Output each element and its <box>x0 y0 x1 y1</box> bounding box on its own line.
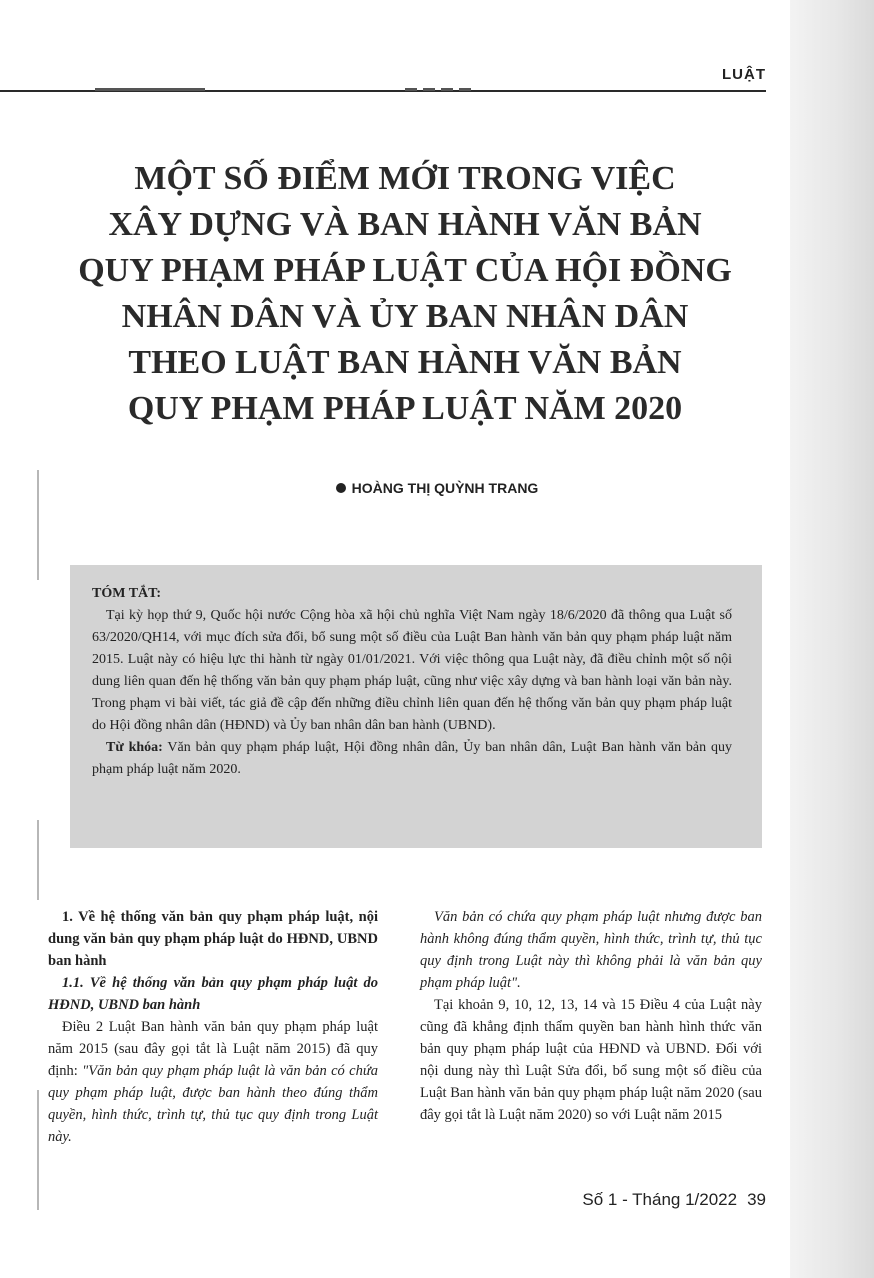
section-heading: 1. Về hệ thống văn bản quy phạm pháp luật, nội dung văn bản quy phạm pháp luật do HĐND, UBND ban hành <box>48 909 378 969</box>
body-paragraph: Tại khoản 9, 10, 12, 13, 14 và 15 Điều 4 của Luật này cũng đã khẳng định thẩm quyền ban hành hình thức văn bản quy phạm pháp luật của HĐND và UBND. Đối với nội dung này thì Luật Sửa đổi, bổ sung một số điều của Luật Ban hành văn bản quy phạm pháp luật năm 2020 (sau đây gọi tắt là Luật năm 2020) so với Luật năm 2015 <box>420 997 762 1123</box>
right-column <box>420 906 762 1126</box>
title-line: NHÂN DÂN VÀ ỦY BAN NHÂN DÂN <box>121 298 689 335</box>
title-line: THEO LUẬT BAN HÀNH VĂN BẢN <box>128 344 682 381</box>
binding-mark <box>37 1090 39 1210</box>
subsection-heading: 1.1. Về hệ thống văn bản quy phạm pháp luật do HĐND, UBND ban hành <box>48 975 378 1013</box>
article-title <box>60 156 750 432</box>
keywords-label: Từ khóa: <box>106 740 163 755</box>
author-name: HOÀNG THỊ QUỲNH TRANG <box>351 480 539 496</box>
bullet-icon <box>336 483 346 493</box>
page-footer <box>582 1190 766 1210</box>
scan-edge-shadow <box>790 0 874 1278</box>
keywords-text: Văn bản quy phạm pháp luật, Hội đồng nhân dân, Ủy ban nhân dân, Luật Ban hành văn bản quy phạm pháp luật năm 2020. <box>92 740 732 777</box>
title-line: XÂY DỰNG VÀ BAN HÀNH VĂN BẢN <box>108 206 702 243</box>
quoted-paragraph: Văn bản có chứa quy phạm pháp luật nhưng được ban hành không đúng thẩm quyền, hình thức, trình tự, thủ tục quy định trong Luật này thì không phải là văn bản quy phạm pháp luật". <box>420 909 762 991</box>
abstract-keywords <box>92 737 732 781</box>
binding-mark <box>37 820 39 900</box>
abstract-box <box>70 565 762 848</box>
quoted-text: "Văn bản quy phạm pháp luật là văn bản có chứa quy phạm pháp luật, được ban hành theo đúng thẩm quyền, hình thức, trình tự, thủ tục quy định trong Luật này. <box>48 1063 378 1145</box>
title-line: QUY PHẠM PHÁP LUẬT CỦA HỘI ĐỒNG <box>78 252 732 289</box>
title-line: MỘT SỐ ĐIỂM MỚI TRONG VIỆC <box>134 160 676 197</box>
author-line <box>0 480 874 496</box>
header-rule-dots <box>95 88 205 91</box>
left-column <box>48 906 378 1148</box>
section-label: LUẬT <box>722 66 766 83</box>
header-rule-dots <box>405 88 475 91</box>
abstract-body: Tại kỳ họp thứ 9, Quốc hội nước Cộng hòa xã hội chủ nghĩa Việt Nam ngày 18/6/2020 đã thông qua Luật số 63/2020/QH14, với mục đích sửa đổi, bổ sung một số điều của Luật Ban hành văn bản quy phạm pháp luật năm 2015. Luật này có hiệu lực thi hành từ ngày 01/01/2021. Với việc thông qua Luật này, đã điều chỉnh một số nội dung liên quan đến hệ thống văn bản quy phạm pháp luật, cũng như việc xây dựng và ban hành loại văn bản này. Trong phạm vi bài viết, tác giả đề cập đến những điều chỉnh liên quan đến hệ thống văn bản quy phạm pháp luật do Hội đồng nhân dân (HĐND) và Ủy ban nhân dân ban hành (UBND). <box>92 608 732 733</box>
abstract-heading: TÓM TẮT: <box>92 586 162 601</box>
issue-info: Số 1 - Tháng 1/2022 <box>582 1190 738 1209</box>
title-line: QUY PHẠM PHÁP LUẬT NĂM 2020 <box>127 390 683 427</box>
body-text: Điều 2 Luật Ban hành văn bản quy phạm pháp luật năm 2015 (sau đây gọi tắt là Luật năm 2015) đã quy định: <box>48 1019 378 1079</box>
page-number: 39 <box>747 1190 766 1209</box>
body-paragraph <box>48 1016 378 1148</box>
